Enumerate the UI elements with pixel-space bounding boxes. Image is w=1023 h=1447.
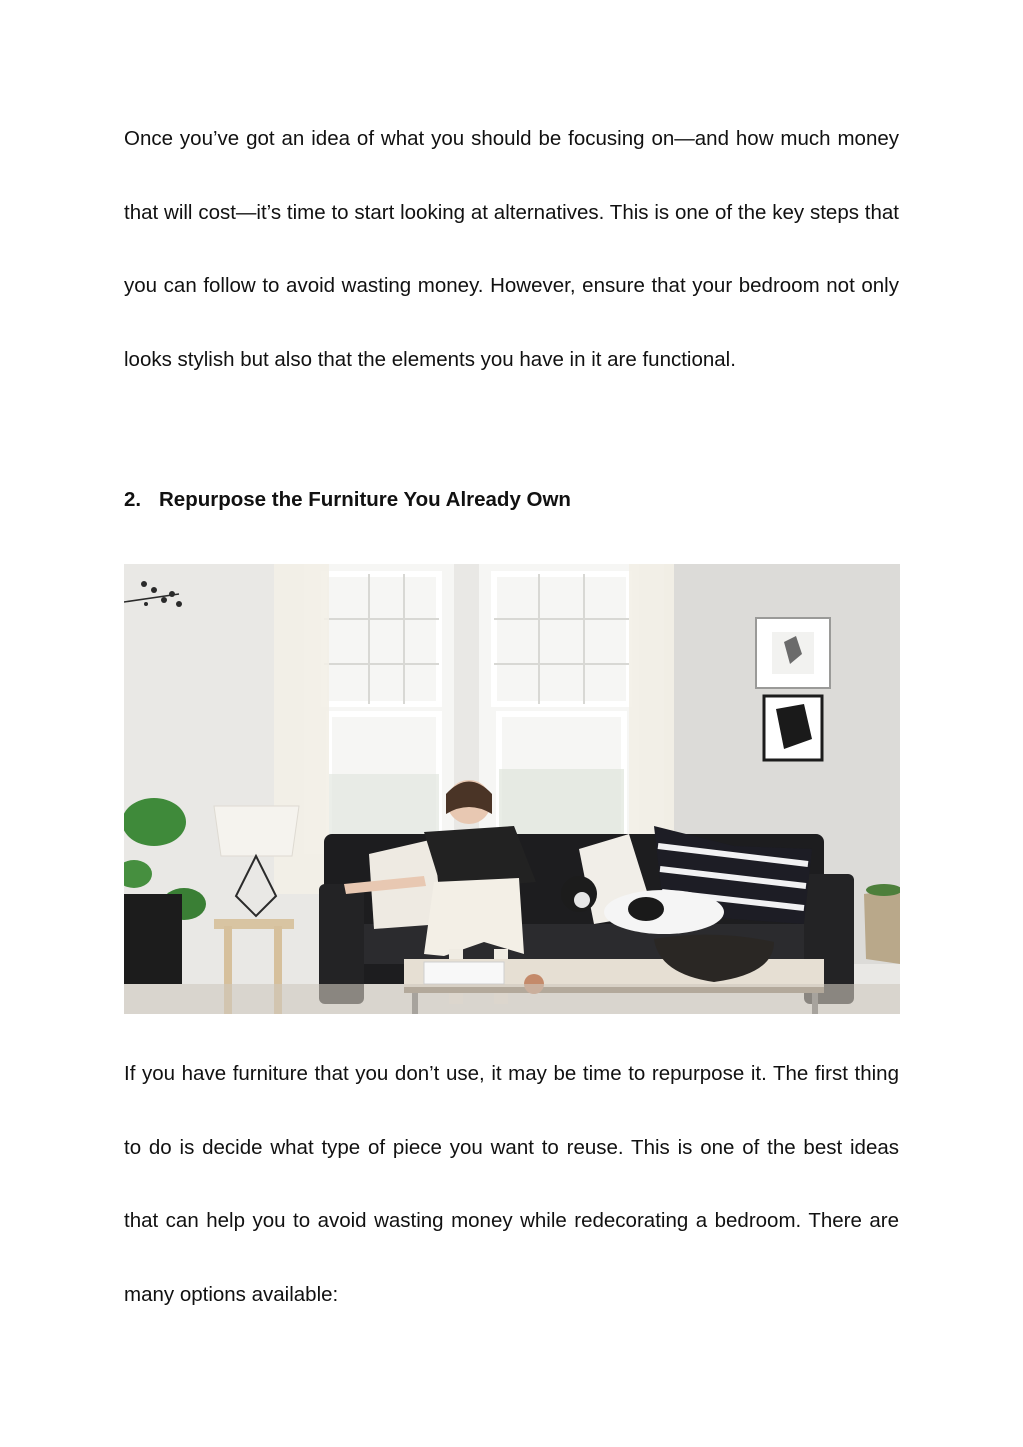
section-number: 2. bbox=[124, 488, 142, 511]
section-title: Repurpose the Furniture You Already Own bbox=[159, 488, 571, 511]
section-heading bbox=[124, 488, 571, 512]
living-room-photo bbox=[124, 564, 900, 1014]
repurpose-paragraph: If you have furniture that you don’t use, it may be time to repurpose it. The first thing to do is decide what type of piece you want to reuse. This is one of the best ideas that can help you to avoid wasting money while redecorating a bedroom. There are many options available: bbox=[124, 1062, 899, 1306]
intro-paragraph: Once you’ve got an idea of what you should be focusing on—and how much money that will cost—it’s time to start looking at alternatives. This is one of the key steps that you can follow to avoid wasting money. However, ensure that your bedroom not only looks stylish but also that the elements you have in it are functional. bbox=[124, 127, 899, 371]
